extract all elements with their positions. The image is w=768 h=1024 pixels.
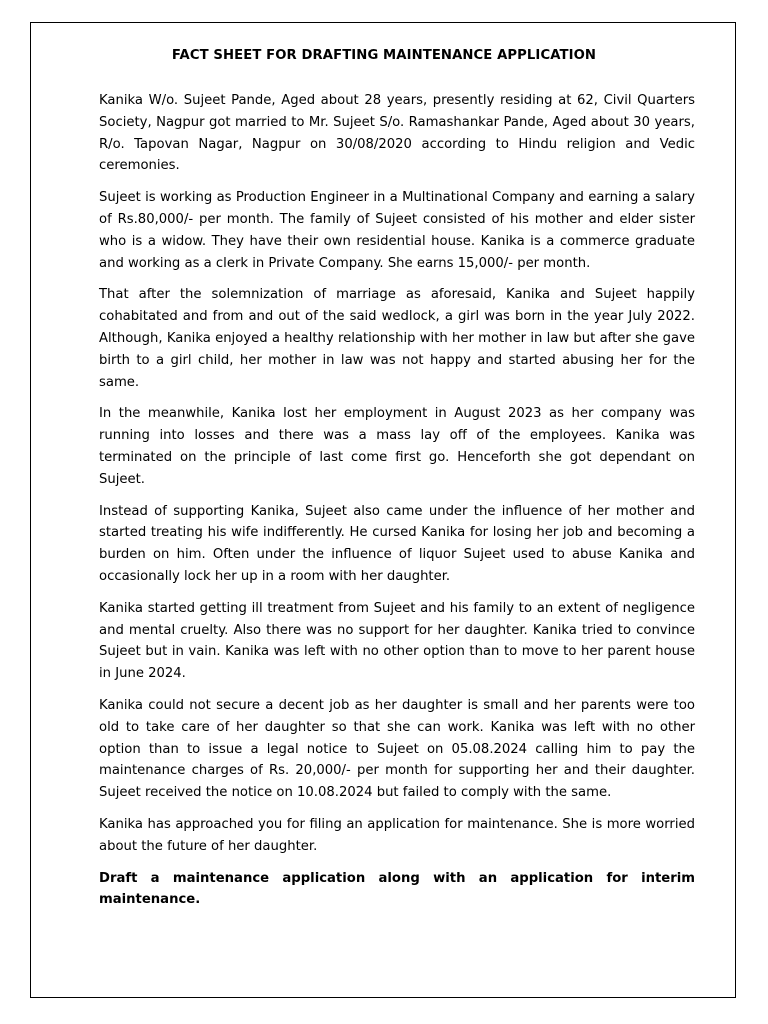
paragraph-2: Sujeet is working as Production Engineer in a Multinational Company and earning a salary of Rs.80,000/- per month. The family of Sujeet consisted of his mother and elder sister who is a widow. They have their own residential house. Kanika is a commerce graduate and working as a clerk in Private Company. She earns 15,000/- per month.	[99, 190, 695, 271]
paragraph-1: Kanika W/o. Sujeet Pande, Aged about 28 years, presently residing at 62, Civil Quarters Society, Nagpur got married to Mr. Sujeet S/o. Ramashankar Pande, Aged about 30 years, R/o. Tapovan Nagar, Nagpur on 30/08/2020 according to Hindu religion and Vedic ceremonies.	[99, 93, 695, 174]
paragraph-6: Kanika started getting ill treatment from Sujeet and his family to an extent of negligence and mental cruelty. Also there was no support for her daughter. Kanika tried to convince Sujeet but in vain. Kanika was left with no other option than to move to her parent house in June 2024.	[99, 600, 695, 682]
instruction: Draft a maintenance application along with an application for interim maintenance.	[99, 870, 695, 908]
paragraph-7: Kanika could not secure a decent job as her daughter is small and her parents were too old to take care of her daughter so that she can work. Kanika was left with no other option than to issue a legal notice to Sujeet on 05.08.2024 calling him to pay the maintenance charges of Rs. 20,000/- per month for supporting her and their daughter. Sujeet received the notice on 10.08.2024 but failed to comply with the same.	[99, 697, 695, 801]
paragraph-3: That after the solemnization of marriage as aforesaid, Kanika and Sujeet happily cohabitated and from and out of the said wedlock, a girl was born in the year July 2022. Although, Kanika enjoyed a healthy relationship with her mother in law but after she gave birth to a girl child, her mother in law was not happy and started abusing her for the same.	[99, 287, 695, 390]
document-body	[99, 90, 695, 921]
paragraph-8: Kanika has approached you for filing an application for maintenance. She is more worried about the future of her daughter.	[99, 816, 695, 854]
document-title: FACT SHEET FOR DRAFTING MAINTENANCE APPLICATION	[171, 48, 597, 63]
paragraph-5: Instead of supporting Kanika, Sujeet also came under the influence of her mother and started treating his wife indifferently. He cursed Kanika for losing her job and becoming a burden on him. Often under the influence of liquor Sujeet used to abuse Kanika and occasionally lock her up in a room with her daughter.	[99, 503, 695, 584]
paragraph-4: In the meanwhile, Kanika lost her employment in August 2023 as her company was running into losses and there was a mass lay off of the employees. Kanika was terminated on the principle of last come first go. Henceforth she got dependant on Sujeet.	[99, 406, 695, 487]
